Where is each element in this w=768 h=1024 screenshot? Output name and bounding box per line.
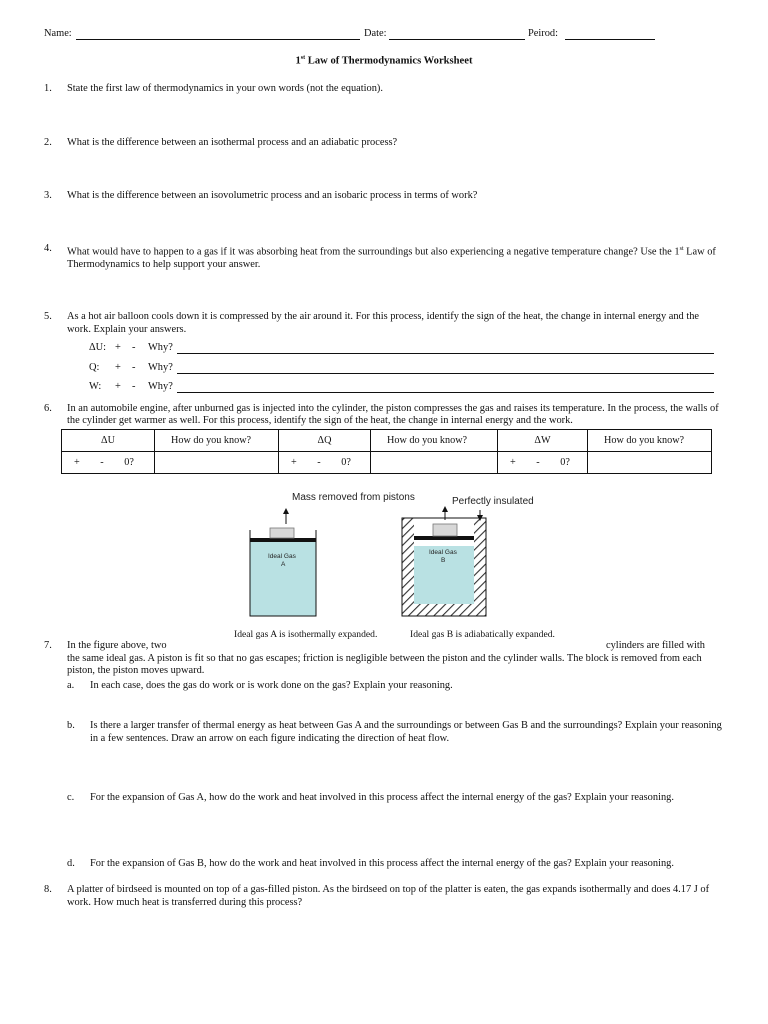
name-label: Name:	[44, 28, 72, 39]
q6-du-reason[interactable]	[155, 452, 279, 474]
cylinder-b	[402, 506, 486, 616]
q6-header-du: ΔU	[62, 430, 155, 452]
q7a-label: a.	[67, 680, 75, 691]
q2-number: 2.	[44, 137, 52, 148]
q5-number: 5.	[44, 311, 52, 322]
piston-a	[250, 538, 316, 542]
q6-table	[61, 429, 712, 474]
caption-b: Ideal gas B is adiabatically expanded.	[410, 629, 555, 640]
q7b-text: Is there a larger transfer of thermal energy as heat between Gas A and the surroundings or between Gas B and the surroundings? Explain your reasoning in a few sentences. Draw an arrow on each figure indicating the direction of heat flow.	[90, 720, 722, 744]
q6-du-plus[interactable]: +	[74, 457, 80, 468]
date-label: Date:	[364, 28, 387, 39]
q2-text: What is the difference between an isothermal process and an adiabatic process?	[67, 137, 398, 148]
q6-dq-plus[interactable]: +	[291, 457, 297, 468]
q6-du-signs[interactable]	[62, 452, 155, 474]
gas-b-label-2: B	[441, 557, 446, 564]
q7-text-b: cylinders are filled with	[606, 640, 705, 651]
arrow-up-icon	[283, 508, 289, 514]
q8-text: A platter of birdseed is mounted on top of a gas-filled piston. As the birdseed on top of the platter is eaten, the gas expands isothermally and does 4.17 J of work. How much heat is transferred during this process?	[67, 884, 710, 908]
q5-q-answer-line[interactable]	[177, 373, 714, 374]
block-a	[270, 528, 294, 538]
q7d-label: d.	[67, 858, 75, 869]
page-title	[0, 55, 768, 67]
period-label: Peirod:	[528, 28, 559, 39]
name-field[interactable]	[76, 29, 360, 40]
title-rest: Law of Thermodynamics Worksheet	[305, 55, 473, 67]
q6-number: 6.	[44, 403, 52, 414]
gas-a-fill	[250, 540, 316, 616]
q5-q-why: Why?	[148, 362, 173, 373]
q4-text	[67, 243, 722, 272]
q5-du-plus[interactable]: +	[115, 342, 121, 353]
q7b-label: b.	[67, 720, 75, 731]
q6-dw-minus[interactable]: -	[536, 457, 540, 468]
q3-text: What is the difference between an isovolumetric process and an isobaric process in terms of work?	[67, 190, 478, 201]
figure-title-left: Mass removed from pistons	[292, 492, 415, 503]
q5-text: As a hot air balloon cools down it is compressed by the air around it. For this process, identify the sign of the heat, the change in internal energy and the work. Explain your answers.	[67, 311, 700, 335]
cylinder-a	[250, 508, 316, 616]
q5-q-label: Q:	[89, 362, 100, 373]
gas-a-label-2: A	[281, 561, 286, 568]
insulation-left	[402, 518, 414, 616]
q4-text-a: What would have to happen to a gas if it was absorbing heat from the surroundings but also experiencing a negative temperature change? Use the 1	[67, 246, 680, 258]
q5-q-plus[interactable]: +	[115, 362, 121, 373]
insulation-right	[474, 518, 486, 616]
q7-text-c: the same ideal gas. A piston is fit so that no gas escapes; friction is negligible between the piston and the cylinder walls. The block is removed from each piston, the piston moves upward.	[67, 653, 702, 676]
q6-dq-signs[interactable]	[279, 452, 371, 474]
q7-number: 7.	[44, 640, 52, 651]
q6-header-dq: ΔQ	[279, 430, 371, 452]
q6-header-how-3: How do you know?	[588, 430, 712, 452]
q5-w-plus[interactable]: +	[115, 381, 121, 392]
q6-dq-reason[interactable]	[371, 452, 498, 474]
block-b	[433, 524, 457, 536]
q5-du-minus[interactable]: -	[132, 342, 136, 353]
q6-dq-minus[interactable]: -	[317, 457, 321, 468]
caption-a: Ideal gas A is isothermally expanded.	[234, 629, 378, 640]
gas-cylinders-figure	[230, 488, 580, 643]
q5-w-label: W:	[89, 381, 102, 392]
q5-du-answer-line[interactable]	[177, 353, 714, 354]
q8-number: 8.	[44, 884, 52, 895]
q7c-label: c.	[67, 792, 75, 803]
q5-row-q	[89, 362, 714, 375]
gas-b-label-1: Ideal Gas	[429, 549, 457, 556]
q5-w-minus[interactable]: -	[132, 381, 136, 392]
q5-du-why: Why?	[148, 342, 173, 353]
q6-du-minus[interactable]: -	[100, 457, 104, 468]
q7c-text: For the expansion of Gas A, how do the work and heat involved in this process affect the internal energy of the gas? Explain your reasoning.	[90, 792, 674, 803]
q4-sup: st	[679, 246, 684, 252]
q6-header-how-1: How do you know?	[155, 430, 279, 452]
q6-dw-zero[interactable]: 0?	[560, 457, 570, 468]
q7-text-a: In the figure above, two	[67, 640, 167, 651]
q6-dw-signs[interactable]	[498, 452, 588, 474]
q7a-text: In each case, does the gas do work or is work done on the gas? Explain your reasoning.	[90, 680, 453, 691]
q5-w-answer-line[interactable]	[177, 392, 714, 393]
gas-a-label-1: Ideal Gas	[268, 553, 296, 560]
title-sup: st	[300, 55, 306, 61]
q7d-text: For the expansion of Gas B, how do the work and heat involved in this process affect the internal energy of the gas? Explain your reasoning.	[90, 858, 674, 869]
figure-title-right: Perfectly insulated	[452, 496, 534, 507]
q5-row-du	[89, 342, 714, 355]
piston-b	[414, 536, 474, 540]
insulation-bottom	[402, 604, 486, 616]
q5-row-w	[89, 381, 714, 394]
q1-text: State the first law of thermodynamics in your own words (not the equation).	[67, 83, 383, 94]
q5-du-label: ΔU:	[89, 342, 107, 353]
period-field[interactable]	[565, 29, 655, 40]
date-field[interactable]	[389, 29, 525, 40]
q3-number: 3.	[44, 190, 52, 201]
q6-text: In an automobile engine, after unburned gas is injected into the cylinder, the piston compresses the gas and raises its temperature. In the process, the walls of the cylinder get warmer as well. For this process, identify the sign of the heat, the change in internal energy and the work.	[67, 403, 719, 426]
q6-dw-plus[interactable]: +	[510, 457, 516, 468]
q6-dq-zero[interactable]: 0?	[341, 457, 351, 468]
q5-w-why: Why?	[148, 381, 173, 392]
q4-number: 4.	[44, 243, 52, 254]
q5-q-minus[interactable]: -	[132, 362, 136, 373]
header-row	[44, 28, 734, 42]
q4-text-b: Law of Thermodynamics to help support your answer.	[67, 246, 716, 271]
q1-number: 1.	[44, 83, 52, 94]
q6-header-dw: ΔW	[498, 430, 588, 452]
q6-dw-reason[interactable]	[588, 452, 712, 474]
q6-header-how-2: How do you know?	[371, 430, 498, 452]
title-prefix: 1	[295, 55, 301, 67]
arrow-up-icon	[442, 506, 448, 512]
q6-du-zero[interactable]: 0?	[124, 457, 134, 468]
q6-table-answer-row	[62, 452, 712, 474]
q6-table-header-row	[62, 430, 712, 452]
